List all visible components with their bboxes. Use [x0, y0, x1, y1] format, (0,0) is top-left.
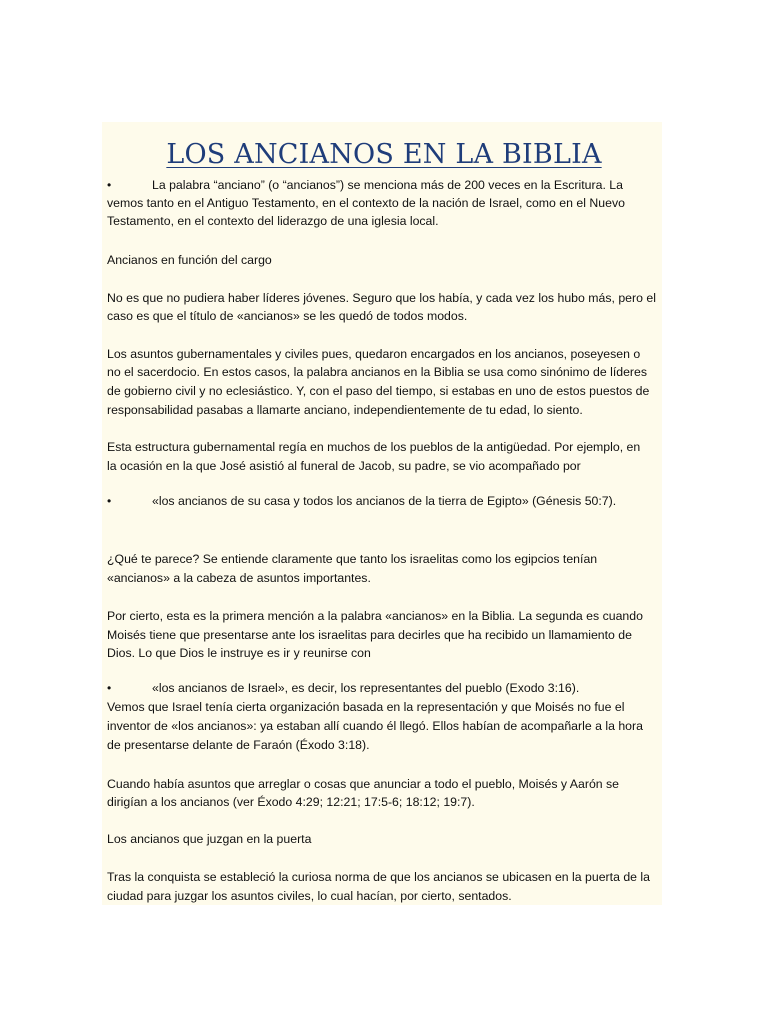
bullet-icon: •: [107, 494, 112, 508]
section-heading: Los ancianos que juzgan en la puerta: [107, 832, 312, 846]
paragraph-line: Testamento, en el contexto del liderazgo de una iglesia local.: [107, 214, 439, 228]
paragraph-line: no el sacerdocio. En estos casos, la palabra ancianos en la Biblia se usa como sinónimo de líderes: [107, 365, 648, 379]
paragraph-line: ¿Qué te parece? Se entiende claramente que tanto los israelitas como los egipcios tenían: [107, 552, 598, 566]
paragraph-line: Moisés tiene que presentarse ante los israelitas para decirles que ha recibido un llamamiento de: [107, 628, 632, 642]
paragraph-line: Los asuntos gubernamentales y civiles pues, quedaron encargados en los ancianos, poseyesen o: [107, 347, 641, 361]
paragraph-line: responsabilidad pasabas a llamarte anciano, independientemente de tu edad, lo siento.: [107, 403, 583, 417]
paragraph-line: Por cierto, esta es la primera mención a la palabra «ancianos» en la Biblia. La segunda es cuando: [107, 609, 643, 623]
paragraph-line: Vemos que Israel tenía cierta organización basada en la representación y que Moisés no fue el: [107, 700, 625, 714]
paragraph-line: No es que no pudiera haber líderes jóvenes. Seguro que los había, y cada vez los hubo más, pero el: [107, 291, 656, 305]
paragraph-line: inventor de «los ancianos»: ya estaban allí cuando él llegó. Ellos habían de acompañarle a la hora: [107, 719, 643, 733]
paragraph-line: vemos tanto en el Antiguo Testamento, en el contexto de la nación de Israel, como en el Nuevo: [107, 196, 625, 210]
paragraph-line: La palabra “anciano” (o “ancianos”) se menciona más de 200 veces en la Escritura. La: [152, 178, 623, 192]
paragraph-line: la ocasión en la que José asistió al funeral de Jacob, su padre, se vio acompañado por: [107, 459, 581, 473]
paragraph-line: Cuando había asuntos que arreglar o cosas que anunciar a todo el pueblo, Moisés y Aarón se: [107, 777, 620, 791]
quote-line: «los ancianos de su casa y todos los ancianos de la tierra de Egipto» (Génesis 50:7).: [152, 494, 617, 508]
paragraph-line: de gobierno civil y no eclesiástico. Y, con el paso del tiempo, si estabas en uno de estos puestos de: [107, 384, 650, 398]
quote-line: «los ancianos de Israel», es decir, los representantes del pueblo (Exodo 3:16).: [152, 681, 580, 695]
bullet-icon: •: [107, 178, 112, 192]
paragraph-line: caso es que el título de «ancianos» se les quedó de todos modos.: [107, 309, 468, 323]
paragraph-line: Tras la conquista se estableció la curiosa norma de que los ancianos se ubicasen en la puerta de la: [107, 870, 650, 884]
paragraph-line: «ancianos» a la cabeza de asuntos importantes.: [107, 571, 371, 585]
section-heading: Ancianos en función del cargo: [107, 253, 272, 267]
paragraph-line: Dios. Lo que Dios le instruye es ir y reunirse con: [107, 646, 371, 660]
paragraph-line: Esta estructura gubernamental regía en muchos de los pueblos de la antigüedad. Por ejemplo, en: [107, 440, 641, 454]
bullet-icon: •: [107, 681, 112, 695]
paragraph-line: dirigían a los ancianos (ver Éxodo 4:29; 12:21; 17:5-6; 18:12; 19:7).: [107, 795, 475, 809]
paragraph-line: de presentarse delante de Faraón (Éxodo 3:18).: [107, 738, 370, 752]
paragraph-line: ciudad para juzgar los asuntos civiles, lo cual hacían, por cierto, sentados.: [107, 889, 512, 903]
document-title: LOS ANCIANOS EN LA BIBLIA: [166, 139, 602, 170]
